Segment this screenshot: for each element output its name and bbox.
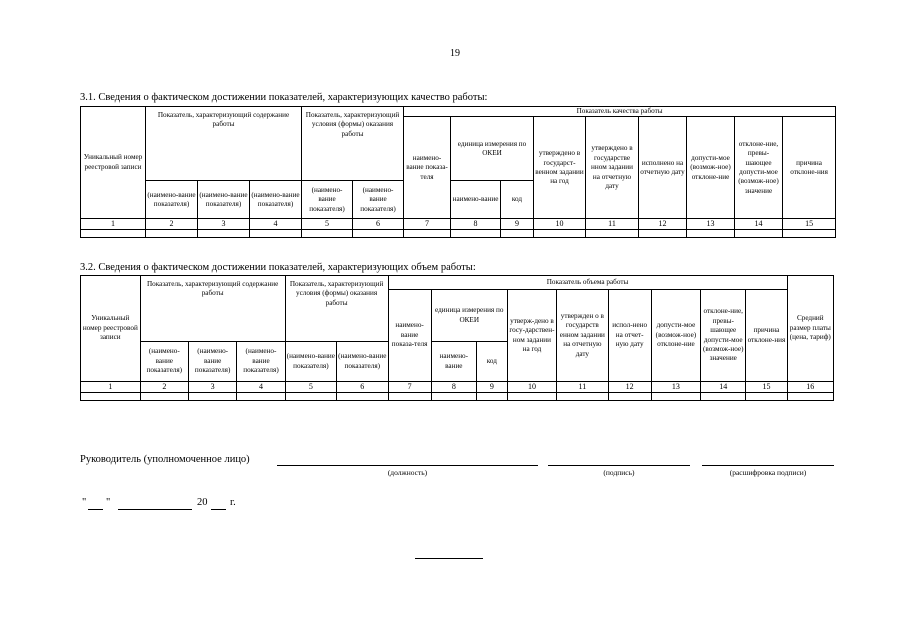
subheader-conditions-2: (наимено-вание показателя): [353, 181, 404, 219]
column-number: 3: [188, 382, 236, 393]
subheader-content-3: (наимено-вание показателя): [237, 342, 285, 382]
footnote-divider: [415, 558, 483, 559]
column-number: 7: [388, 382, 431, 393]
column-number: 5: [285, 382, 336, 393]
header-exceeding-deviation: отклоне-ние, превы-шающее допусти-мое (возмож-ное) значение: [701, 290, 746, 382]
header-volume-group: Показатель объема работы: [388, 276, 787, 290]
header-content: Показатель, характеризующий содержание работы: [140, 276, 285, 342]
subheader-unit-name: наимено-вание: [431, 342, 476, 382]
header-unit-okei: единица измерения по ОКЕИ: [431, 290, 507, 342]
header-unit-okei: единица измерения по ОКЕИ: [451, 117, 534, 181]
column-number: 2: [140, 382, 188, 393]
signature-line: [548, 465, 690, 466]
subheader-content-2: (наимено-вание показателя): [188, 342, 236, 382]
column-number: 1: [81, 219, 146, 230]
position-caption: (должность): [387, 468, 428, 477]
subheader-content-1: (наимено-вание показателя): [146, 181, 198, 219]
decode-line: [702, 465, 834, 466]
column-number: 13: [651, 382, 700, 393]
column-number: 10: [507, 382, 556, 393]
header-content: Показатель, характеризующий содержание работы: [146, 107, 302, 181]
subheader-conditions-1: (наимено-вание показателя): [285, 342, 336, 382]
date-year-suffix: г.: [230, 497, 236, 508]
header-approved-date: утверждено в государстве нном задании на отчетную дату: [586, 117, 639, 219]
column-number: 11: [586, 219, 639, 230]
column-number: 4: [250, 219, 302, 230]
column-number: 13: [687, 219, 735, 230]
header-exceeding-deviation: отклоне-ние, превы-шающее допусти-мое (возмож-ное) значение: [735, 117, 783, 219]
header-conditions: Показатель, характеризующий условия (формы) оказания работы: [302, 107, 404, 181]
column-number: 1: [81, 382, 141, 393]
column-number: 12: [639, 219, 687, 230]
column-number: 6: [337, 382, 388, 393]
column-number: 16: [787, 382, 833, 393]
signature-caption: (подпись): [603, 468, 635, 477]
empty-data-row: [81, 393, 834, 401]
page-number: 19: [450, 48, 460, 59]
header-deviation-reason: причина отклоне-ния: [783, 117, 836, 219]
volume-indicators-table: [80, 275, 834, 401]
date-quote-close: ": [106, 497, 111, 508]
subheader-conditions-1: (наимено-вание показателя): [302, 181, 353, 219]
header-indicator-name: наимено-вание показа-теля: [404, 117, 451, 219]
column-number: 5: [302, 219, 353, 230]
decode-caption: (расшифровка подписи): [729, 468, 807, 477]
column-number: 2: [146, 219, 198, 230]
header-allowed-deviation: допусти-мое (возмож-ное) отклоне-ние: [687, 117, 735, 219]
header-approved-year: утверждено в государст-венном задании на год: [534, 117, 586, 219]
header-executed: исполнено на отчетную дату: [639, 117, 687, 219]
header-executed: испол-нено на отчет-ную дату: [608, 290, 651, 382]
column-number: 14: [735, 219, 783, 230]
column-number: 8: [431, 382, 476, 393]
column-number: 11: [557, 382, 608, 393]
subheader-content-3: (наимено-вание показателя): [250, 181, 302, 219]
signature-label: Руководитель (уполномоченное лицо): [80, 454, 250, 465]
date-year-prefix: 20: [197, 497, 208, 508]
section-2-title: 3.2. Сведения о фактическом достижении показателей, характеризующих объем работы:: [80, 262, 476, 273]
date-day-line: [88, 509, 103, 510]
header-average-fee: Средний размер платы (цена, тариф): [787, 276, 833, 382]
column-number: 7: [404, 219, 451, 230]
subheader-conditions-2: (наимено-вание показателя): [337, 342, 388, 382]
header-quality-group: Показатель качества работы: [404, 107, 836, 117]
subheader-unit-code: код: [501, 181, 534, 219]
header-unique-number: Уникальный номер реестровой записи: [81, 276, 141, 382]
column-number: 9: [476, 382, 507, 393]
column-numbers-row: [81, 219, 836, 230]
header-deviation-reason: причина отклоне-ния: [746, 290, 787, 382]
header-conditions: Показатель, характеризующий условия (формы) оказания работы: [285, 276, 388, 342]
header-allowed-deviation: допусти-мое (возмож-ное) отклоне-ние: [651, 290, 700, 382]
column-number: 15: [783, 219, 836, 230]
header-approved-year: утверж-дено в госу-дарствен-ном задании на год: [507, 290, 556, 382]
column-number: 12: [608, 382, 651, 393]
subheader-content-1: (наимено-вание показателя): [140, 342, 188, 382]
column-number: 8: [451, 219, 501, 230]
date-quote-open: ": [82, 497, 87, 508]
section-1-title: 3.1. Сведения о фактическом достижении показателей, характеризующих качество работы:: [80, 92, 488, 103]
subheader-unit-name: наимено-вание: [451, 181, 501, 219]
empty-data-row: [81, 230, 836, 238]
header-indicator-name: наимено-вание показа-теля: [388, 290, 431, 382]
column-number: 3: [198, 219, 250, 230]
date-month-line: [118, 509, 192, 510]
header-unique-number: Уникальный номер реестровой записи: [81, 107, 146, 219]
column-number: 14: [701, 382, 746, 393]
column-numbers-row: [81, 382, 834, 393]
header-approved-date: утвержден о в государств енном задании на отчетную дату: [557, 290, 608, 382]
column-number: 4: [237, 382, 285, 393]
column-number: 15: [746, 382, 787, 393]
position-line: [277, 465, 538, 466]
column-number: 9: [501, 219, 534, 230]
subheader-unit-code: код: [476, 342, 507, 382]
subheader-content-2: (наимено-вание показателя): [198, 181, 250, 219]
quality-indicators-table: [80, 106, 836, 238]
column-number: 10: [534, 219, 586, 230]
date-year-line: [211, 509, 226, 510]
column-number: 6: [353, 219, 404, 230]
